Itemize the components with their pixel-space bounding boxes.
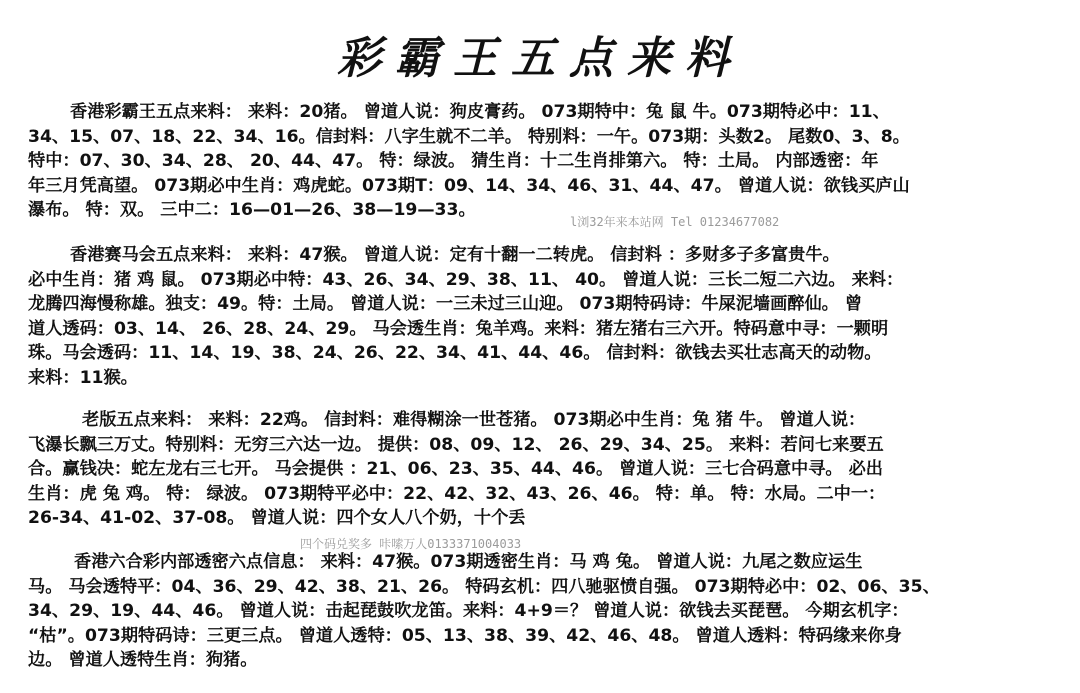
- section-cai-ba-wang: 香港彩霸王五点来料： 来料：20猪。 曾道人说：狗皮膏药。 073期特中：兔 鼠 牛。073期特必中：11、 34、15、07、18、22、34、16。信封料：八字生就不二羊。 特别料：一午。073期：头数2。 尾数0、3、8。 特中：07、30、34、28、 20、44、47。 特：绿波。 猜生肖：十二生肖排第六。 特：土局。 内部透密：年 年三月凭高望。 073期必中生肖：鸡虎蛇。073期T：09、14、34、46、31、44、47。 曾道人说：欲钱买庐山 瀑布。 特：双。 三中二：16—01—26、38—19—33。: [28, 102, 910, 221]
- section-liu-he-cai: 香港六合彩内部透密六点信息： 来料：47猴。073期透密生肖：马 鸡 兔。 曾道人说：九尾之数应运生 马。 马会透特平：04、36、29、42、38、21、26。 特码玄机：四八驰驱愤自强。 073期特必中：02、06、35、 34、29、19、44、46。 曾道人说：击起琵鼓吹龙笛。来料：4+9＝？ 曾道人说：欲钱去买琵琶。 今期玄机字： “枯”。073期特码诗：三更三点。 曾道人透特：05、13、38、39、42、46、48。 曾道人透料：特码缘来你身 边。 曾道人透特生肖：狗猪。: [28, 552, 940, 671]
- page-title: 彩霸王五点来料: [337, 33, 743, 84]
- section-sai-ma-hui: 香港赛马会五点来料： 来料：47猴。 曾道人说：定有十翻一二转虎。 信封料 ：多财多子多富贵牛。 必中生肖：猪 鸡 鼠。 073期必中特：43、26、34、29、38、11、 40。 曾道人说：三长二短二六边。 来料： 龙腾四海慢称雄。独支：49。特：土局。 曾道人说：一三未过三山迎。 073期特码诗：牛屎泥墙画醉仙。 曾 道人透码：03、14、 26、28、24、29。 马会透生肖：兔羊鸡。来料：猪左猪右三六开。特码意中寻：一颗明 珠。马会透码：11、14、19、38、24、26、22、34、41、44、46。 信封料：欲钱去买壮志高天的动物。 来料：11猴。: [28, 245, 904, 388]
- faint-watermark-text: l浏32年来本站网 Tel 01234677082: [570, 215, 780, 229]
- section-lao-ban: 老版五点来料： 来料：22鸡。 信封料：难得糊涂一世苍猪。 073期必中生肖：兔 猪 牛。 曾道人说： 飞瀑长飘三万丈。特别料：无穷三六达一边。 提供：08、09、12、 26、29、34、25。 来料：若问七来要五 合。赢钱决：蛇左龙右三七开。 马会提供 ：21、06、23、35、44、46。 曾道人说：三七合码意中寻。 必出 生肖：虎 兔 鸡。 特： 绿波。 073期特平必中：22、42、32、43、26、46。 特：单。 特：水局。二中一： 26-34、41-02、37-08。 曾道人说：四个女人八个奶，十个丢: [28, 410, 886, 529]
- faint-watermark-text: 四个码兑奖多 咔嗦万人0133371004033: [300, 537, 522, 551]
